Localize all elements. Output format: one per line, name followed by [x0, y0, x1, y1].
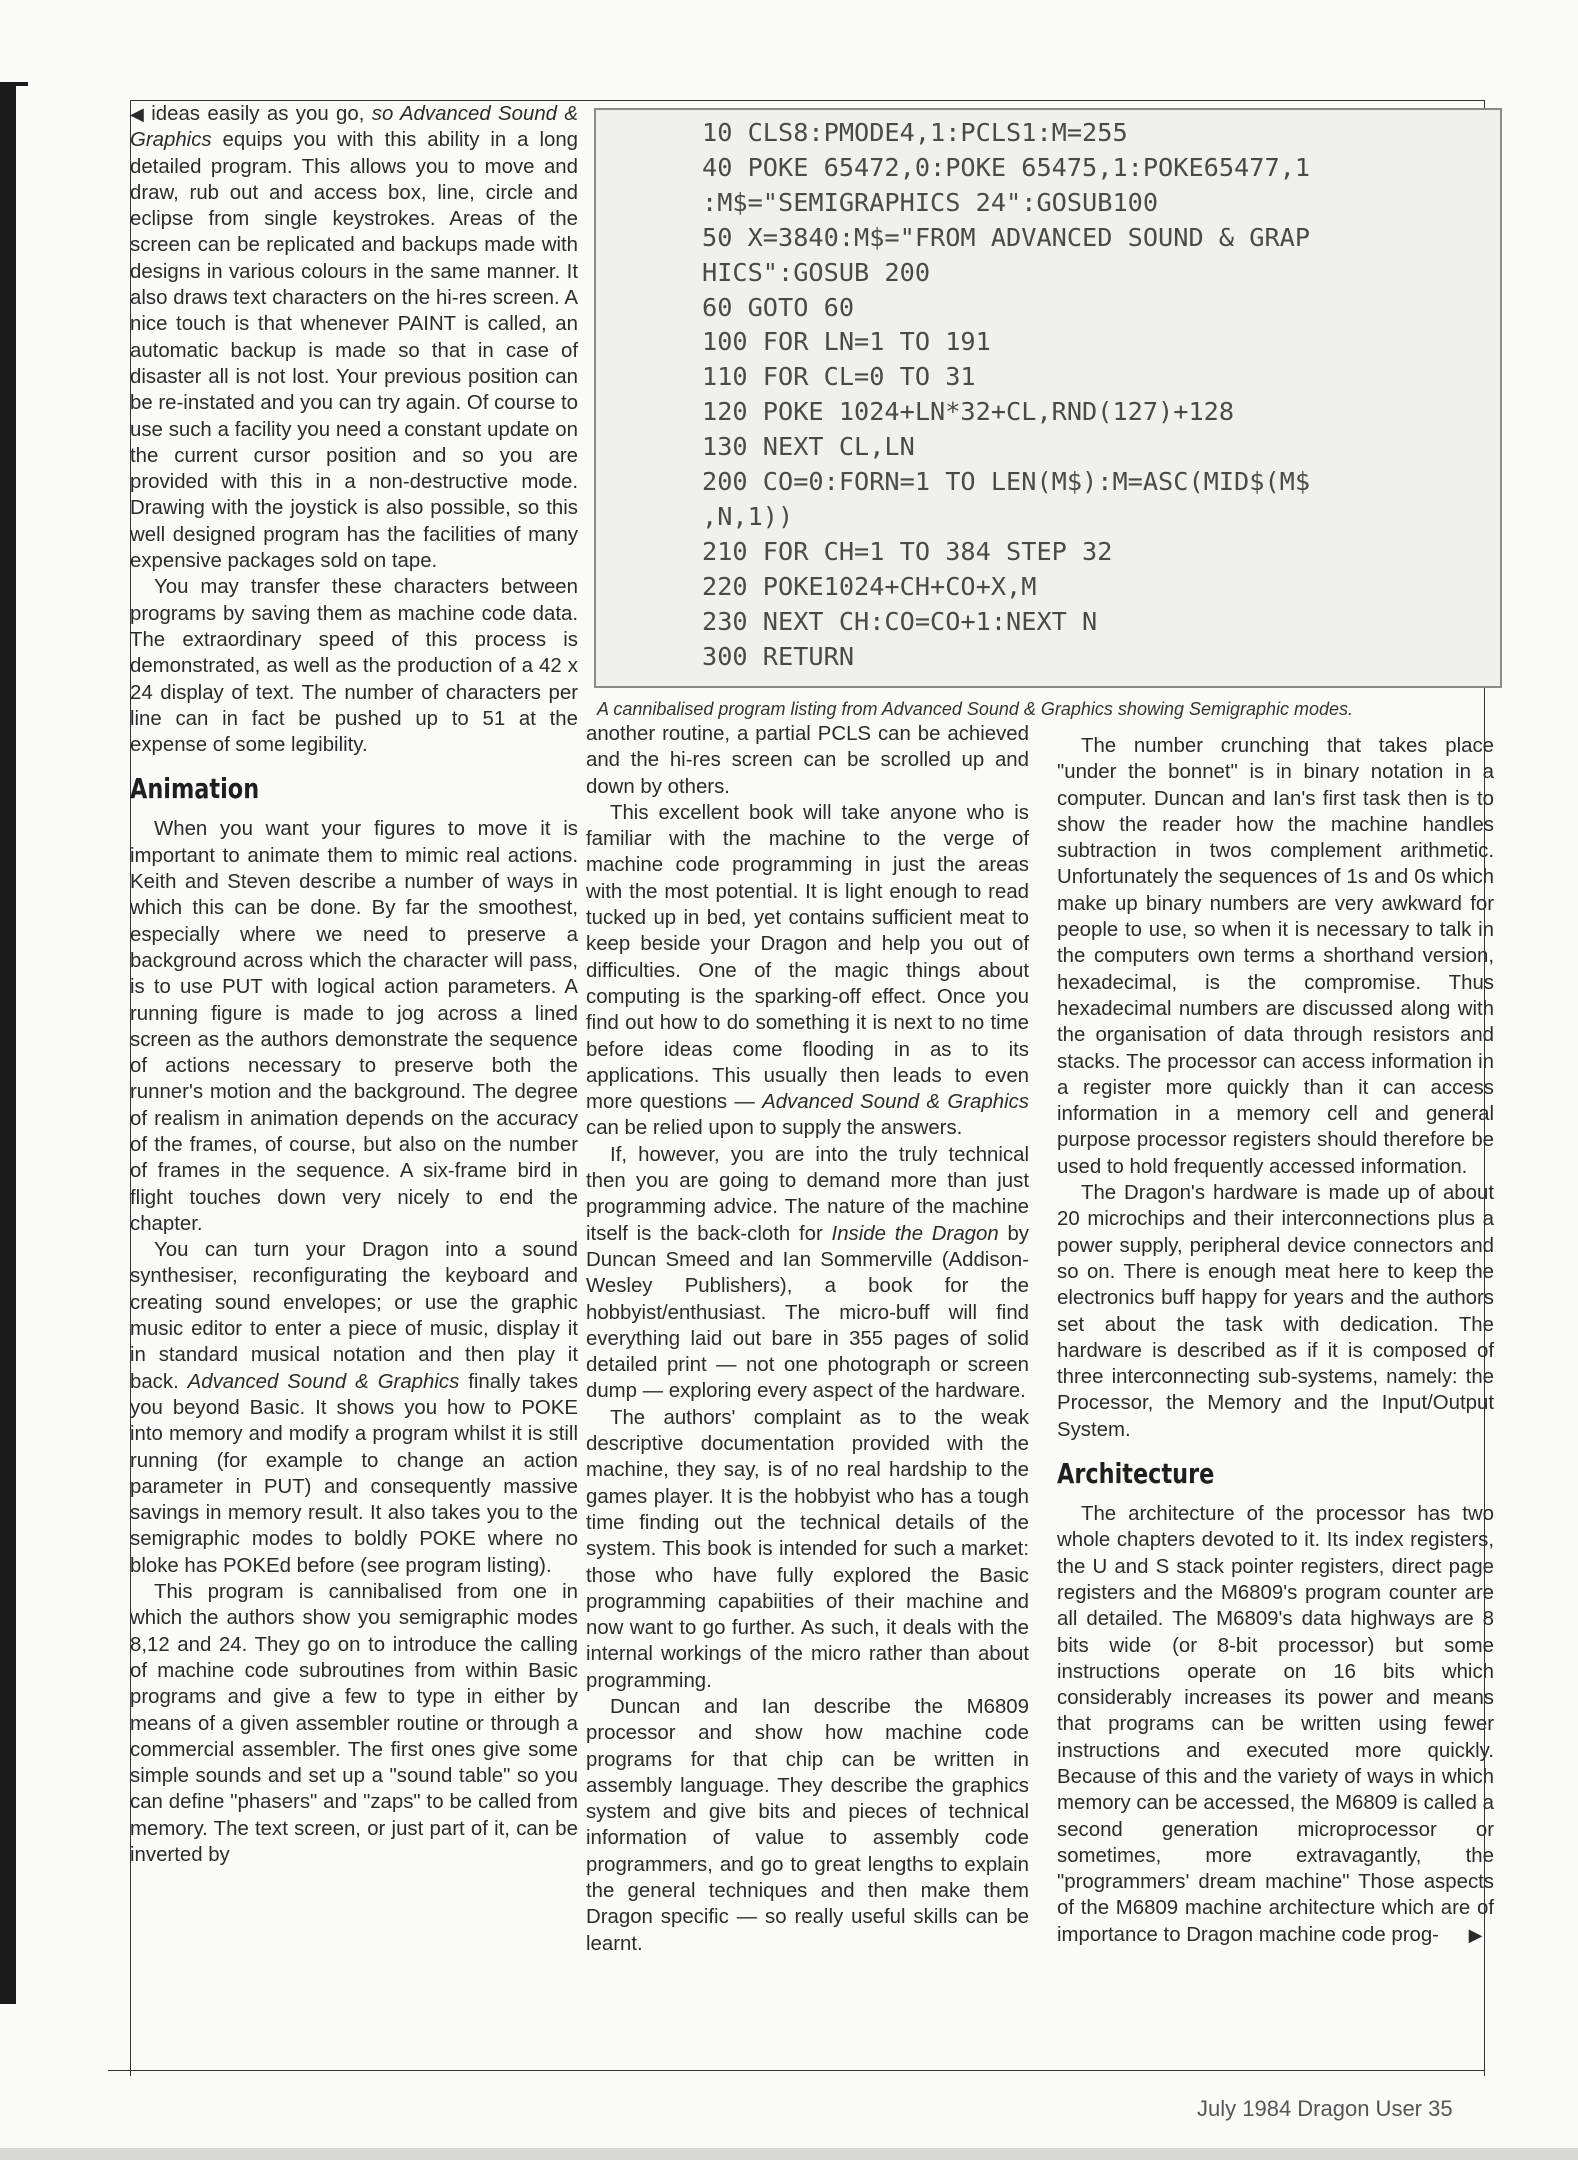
page-edge-tick [0, 82, 28, 86]
page-edge-shadow [0, 84, 16, 2004]
right-paragraph-1: The number crunching that takes place "under the bonnet" is in binary notation in a computer. Duncan and Ian's first task then is to show the reader how the machine handles subtraction in twos complement arithmetic. Unfortunately the sequences of 1s and 0s which make up binary numbers are very awkward for people to use, so when it is necessary to talk in the computers own terms a shorthand version, hexadecimal, is the compromise. Thus hexadecimal numbers are discussed along with the organisation of data through resistors and stacks. The processor can access information in a register more quickly than it can access information in a memory cell and general purpose processor registers should therefore be used to hold frequently accessed information. [1057, 735, 1494, 1178]
code-line: 120 POKE 1024+LN*32+CL,RND(127)+128 [702, 397, 1235, 427]
right-paragraph-3: The architecture of the processor has two whole chapters devoted to it. Its index registers, the U and S stack pointer registers, direct page registers and the M6809's program counter are all detailed. The M6809's data highways are 8 bits wide (or 8-bit processor) but some instructions operate on 16 bits which considerably increases its power and means that programs can be written using fewer instructions and executed more quickly. Because of this and the variety of ways in which memory can be accessed, the M6809 is called a second generation microprocessor or sometimes, more extravagantly, the "programmers' dream machine" Those aspects of the M6809 machine architecture which are of importance to Dragon machine code prog- ▶ [1057, 1501, 1494, 1948]
code-listing-box [594, 108, 1502, 688]
code-line: 300 RETURN [702, 641, 855, 671]
left-paragraph-3: When you want your figures to move it is important to animate them to mimic real actions. Keith and Steven describe a number of ways in which this can be done. By far the smoothest, especially where we need to preserve a background across which the character will pass, is to use PUT with logical action parameters. A running figure is made to jog across a lined screen as the authors demonstrate the sequence of actions necessary to preserve both the runner's motion and the background. The degree of realism in animation depends on the accuracy of the frames, of course, but also on the number of frames in the sequence. A six-frame bird in flight touches down very nicely to end the chapter. [130, 818, 578, 1235]
scan-bottom-edge [0, 2148, 1578, 2160]
code-line: 210 FOR CH=1 TO 384 STEP 32 [702, 536, 1113, 566]
code-line: 60 GOTO 60 [702, 292, 855, 322]
code-line: 130 NEXT CL,LN [702, 432, 915, 462]
code-line: HICS":GOSUB 200 [702, 257, 931, 287]
middle-paragraph-1: another routine, a partial PCLS can be achieved and the hi-res screen can be scrolled up and down by others. [586, 723, 1029, 798]
left-paragraph-2: You may transfer these characters between programs by saving them as machine code data. The extraordinary speed of this process is demonstrated, as well as the production of a 42 x 24 display of text. The number of characters per line can in fact be pushed up to 51 at the expense of some legibility. [130, 576, 578, 757]
right-paragraph-2: The Dragon's hardware is made up of about 20 microchips and their interconnections plus a power supply, peripheral device connectors and so on. There is enough meat here to keep the electronics buff happy for years and the authors set about the task with dedication. The hardware is described as if it is composed of three interconnecting sub-systems, namely: the Processor, the Memory and the Input/Output System. [1057, 1182, 1494, 1441]
middle-column [586, 721, 1029, 1957]
code-line: 230 NEXT CH:CO=CO+1:NEXT N [702, 606, 1098, 636]
heading-architecture: Architecture [1057, 1457, 1215, 1491]
code-line: 100 FOR LN=1 TO 191 [702, 327, 991, 357]
code-line: 200 CO=0:FORN=1 TO LEN(M$):M=ASC(MID$(M$ [702, 467, 1311, 497]
left-paragraph-1: ◀ ideas easily as you go, so Advanced Sound & Graphics equips you with this ability in a long detailed program. This allows you to move and draw, rub out and access box, line, circle and eclipse from single keystrokes. Areas of the screen can be replicated and backups made with designs in various colours in the same manner. It also draws text characters on the hi-res screen. A nice touch is that whenever PAINT is called, an automatic backup is made so that in case of disaster all is not lost. Your previous position can be re-instated and you can try again. Of course to use such a facility you need a constant update on the current cursor position and so you are provided with this in a non-destructive mode. Drawing with the joystick is also possible, so this well designed program has the facilities of many expensive packages sold on tape. [130, 103, 578, 573]
article-frame-bottom-rule [108, 2070, 1484, 2071]
continues-arrow-icon: ▶ [1468, 1924, 1483, 1945]
code-line: 220 POKE1024+CH+CO+X,M [702, 571, 1037, 601]
left-paragraph-4: You can turn your Dragon into a sound synthesiser, reconfigurating the keyboard and creating sound envelopes; or use the graphic music editor to enter a piece of music, display it in standard musical notation and then play it back. Advanced Sound & Graphics finally takes you beyond Basic. It shows you how to POKE into memory and modify a program whilst it is still running (for example to change an action parameter in PUT) and consequently massive savings in memory result. It also takes you to the semigraphic modes to boldly POKE where no bloke has POKEd before (see program listing). [130, 1239, 579, 1577]
code-line: 10 CLS8:PMODE4,1:PCLS1:M=255 [702, 118, 1128, 147]
left-paragraph-5: This program is cannibalised from one in which the authors show you semigraphic modes 8,12 and 24. They go on to introduce the calling of machine code subroutines from within Basic programs and give a few to type in either by means of a given assembler routine or through a commercial assembler. The first ones give some simple sounds and set up a "sound table" so you can define "phasers" and "zaps" to be called from memory. The text screen, or just part of it, can be inverted by [130, 1581, 578, 1866]
code-line: ,N,1)) [702, 501, 794, 531]
listing-caption: A cannibalised program listing from Advanced Sound & Graphics showing Semigraphic modes. [597, 699, 1354, 719]
page-footer: July 1984 Dragon User 35 [1197, 2096, 1453, 2121]
code-line: 110 FOR CL=0 TO 31 [702, 362, 976, 392]
code-line: 50 X=3840:M$="FROM ADVANCED SOUND & GRAP [702, 222, 1311, 252]
left-column [130, 101, 578, 1868]
middle-paragraph-4: The authors' complaint as to the weak descriptive documentation provided with the machine, they say, is of no real hardship to the games player. It is the hobbyist who has a tough time finding out the technical details of the system. This book is intended for such a market: those who have fully explored the Basic programming capabiities of their machine and now want to go further. As such, it deals with the internal workings of the micro rather than about programming. [586, 1406, 1029, 1692]
middle-paragraph-5: Duncan and Ian describe the M6809 processor and show how machine code programs for that chip can be written in assembly language. They describe the graphics system and give bits and pieces of technical information of value to assembly code programmers, and go to great lengths to explain the general techniques and then make them Dragon specific — so really useful skills can be learnt. [586, 1695, 1029, 1955]
code-line: :M$="SEMIGRAPHICS 24":GOSUB100 [702, 187, 1159, 217]
middle-paragraph-3: If, however, you are into the truly technical then you are going to demand more than just programming advice. The nature of the machine itself is the back-cloth for Inside the Dragon by Duncan Smeed and Ian Sommerville (Addison-Wesley Publishers), a book for the hobbyist/enthusiast. The micro-buff will find everything laid out bare in 355 pages of solid detailed print — not one photograph or screen dump — exploring every aspect of the hardware. [586, 1143, 1029, 1403]
middle-paragraph-2: This excellent book will take anyone who is familiar with the machine to the verge of machine code programming in just the areas with the most potential. It is light enough to read tucked up in bed, yet contains sufficient meat to keep beside your Dragon and help you out of difficulties. One of the magic things about computing is the sparking-off effect. Once you find out how to do something it is next to no time before ideas come flooding in as to its applications. This usually then leads to even more questions — Advanced Sound & Graphics can be relied upon to supply the answers. [586, 801, 1029, 1140]
right-column [1057, 733, 1494, 1948]
heading-animation: Animation [130, 772, 260, 806]
code-listing [702, 116, 1310, 675]
continued-arrow-icon: ◀ [130, 104, 144, 124]
code-line: 40 POKE 65472,0:POKE 65475,1:POKE65477,1 [702, 152, 1311, 182]
